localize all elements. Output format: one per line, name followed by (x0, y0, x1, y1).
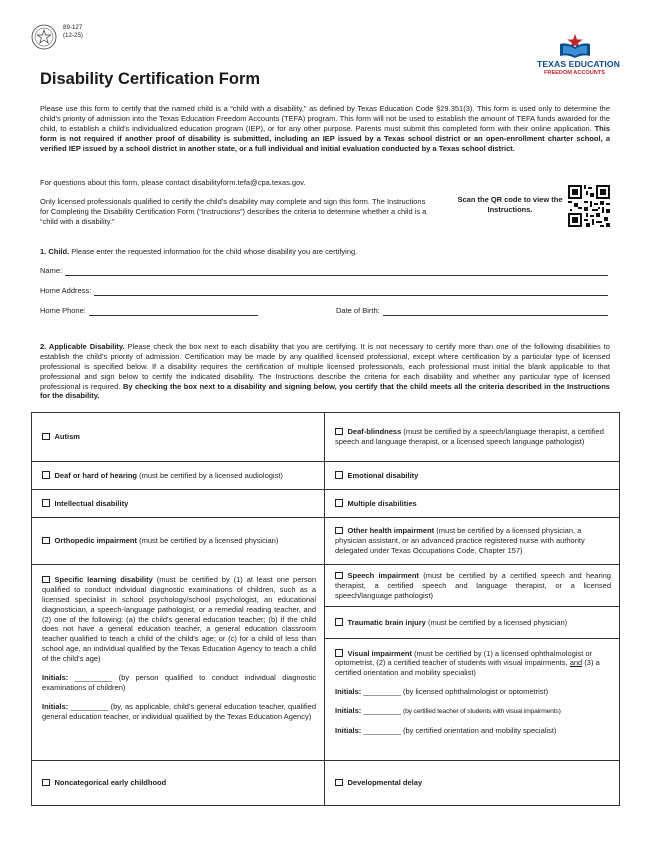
deaf-blindness-note: (must be certified by a speech/language therapist, a certified speech and language therapist, or a licensed speech language pathologist) (335, 427, 604, 446)
intro-paragraph (40, 104, 610, 153)
cell-right-stack (325, 565, 620, 761)
table-row (32, 565, 620, 761)
cell-sld (32, 565, 325, 761)
section-disability-bold-text: By checking the box next to a disability and signing below, you certify that the child meets all the criteria described in the Instructions for the disability. (40, 381, 610, 401)
form-number (63, 24, 83, 40)
speech-note: (must be certified by a certified speech and hearing therapist, a certified speech and language therapist, or a licensed speech/language pathologist) (335, 571, 611, 600)
visual-note-b: (3) a certified orientation and mobility specialist) (335, 658, 600, 678)
comptroller-seal-icon (31, 24, 57, 50)
intellectual-label: Intellectual disability (54, 498, 129, 508)
page-title: Disability Certification Form (40, 70, 261, 88)
form-revision: (12-25) (63, 31, 83, 39)
sld-initials-label-1: Initials: (42, 673, 69, 683)
tbi-checkbox[interactable] (335, 618, 343, 626)
cell-visual (325, 638, 619, 742)
visual-initials-label-2: Initials: (335, 706, 362, 716)
orthopedic-label: Orthopedic impairment (54, 536, 138, 546)
deaf-blindness-label: Deaf-blindness (347, 427, 402, 437)
visual-initials-desc-2: (by certified teacher of students with visual impairments) (403, 708, 561, 716)
nec-label: Noncategorical early childhood (54, 778, 167, 788)
visual-description (335, 649, 611, 679)
phone-label: Home Phone: (40, 306, 86, 315)
address-field-row (40, 286, 608, 296)
deaf-blindness-checkbox[interactable] (335, 428, 343, 436)
table-row (32, 462, 620, 490)
name-label: Name: (40, 266, 63, 275)
tefa-book-star-icon (558, 34, 592, 58)
sld-initials-1 (42, 673, 316, 693)
visual-initials-label-3: Initials: (335, 726, 362, 736)
autism-checkbox[interactable] (42, 433, 50, 441)
logo-line2: FREEDOM ACCOUNTS (543, 70, 605, 77)
disability-table (31, 412, 620, 806)
autism-label: Autism (54, 432, 80, 442)
table-row (32, 761, 620, 806)
section-disability-text: Please check the box next to each disability that you are certifying. It is not necessary to certify more than one of the following disabilities to establish the child’s priority of admission. Certification may be made by any qualified licensed professional, except where certification by a particular type of licensed professional is specified below. If a disability requires the certification of multiple licensed professionals, each professional must initial the blank applicable to that professional and sign below to certify the indicated disability. The Instructions describe the criteria for each disability and whether any particular type of licensed professional is required. (40, 342, 610, 391)
phone-field-row (40, 306, 258, 316)
sld-initials-desc-2: (by, as applicable, child’s general education teacher, qualified general education teacher, or individual qualified by the Texas Education Agency) (42, 701, 316, 721)
name-field[interactable] (65, 267, 608, 276)
speech-label: Speech impairment (347, 571, 419, 580)
orthopedic-checkbox[interactable] (42, 537, 50, 545)
visual-checkbox[interactable] (335, 649, 343, 657)
table-row (32, 518, 620, 565)
cell-emotional (325, 462, 620, 490)
qr-code-icon[interactable] (568, 185, 610, 227)
cell-nec (32, 761, 325, 806)
sld-initials-desc-1: (by person qualified to conduct individual diagnostic examinations of children) (42, 673, 316, 692)
cell-multiple (325, 490, 620, 518)
deaf-hoh-note: (must be certified by a licensed audiologist) (139, 470, 283, 480)
visual-initials-1 (335, 687, 611, 697)
intro-text: Please use this form to certify that the named child is a “child with a disability,” as defined by Texas Education Code §29.351(3). This form is used only to determine the child’s priority of admission into the Texas Education Freedom Accounts (TEFA) program. This form will not be used to establish the amount of TEFA funds awarded for the child, to establish a child’s individualized education program (IEP), or for any other purpose. Parents must submit this completed form with their online application. (40, 104, 610, 133)
visual-initials-desc-3: (by certified orientation and mobility specialist) (403, 726, 557, 736)
multiple-label: Multiple disabilities (347, 498, 417, 508)
visual-note-and: and (569, 658, 583, 668)
visual-initials-2 (335, 706, 611, 717)
visual-initials-field-2[interactable]: _________ (363, 706, 401, 716)
ohi-checkbox[interactable] (335, 527, 343, 535)
orthopedic-note: (must be certified by a licensed physician) (139, 536, 279, 546)
visual-note-a: (must be certified by (1) a licensed ophthalmologist or optometrist, (2) a certified teacher of students with visual impairments, (335, 648, 593, 668)
tbi-note: (must be certified by a licensed physician) (427, 617, 568, 627)
intro-bold-text: This form is not required if another proof of disability is submitted, including an IEP issued by a Texas school district or an open-enrollment charter school, a verified IEP issued by a school district in another state, or a full individual and initial evaluation conducted by a Texas school district. (40, 123, 610, 153)
cell-tbi (325, 606, 619, 638)
sld-note: (must be certified by (1) at least one person qualified to conduct individual diagnostic examinations of children, such as a licensed specialist in school psychology/school psychologist, an educational diagnostician, a speech-language pathologist, or a remedial reading teacher, and (2) one of the following: (a) the child's general education teacher; (b) if the child does not have a general education teacher, a general education classroom teacher qualified to teach a child of the child's age; or (c) for a child of less than school age, an individual qualified by the Texas Education Agency to teach a child of the child's age) (42, 575, 316, 664)
tbi-label: Traumatic brain injury (347, 617, 426, 627)
qr-caption: Scan the QR code to view the Instructions. (457, 195, 563, 214)
section-disability-heading: 2. Applicable Disability. (40, 342, 125, 351)
sld-initials-label-2: Initials: (42, 701, 69, 711)
deaf-hoh-checkbox[interactable] (42, 471, 50, 479)
nec-checkbox[interactable] (42, 779, 50, 787)
ohi-label: Other health impairment (347, 526, 435, 536)
tefa-logo (537, 34, 620, 78)
emotional-checkbox[interactable] (335, 471, 343, 479)
deaf-hoh-label: Deaf or hard of hearing (54, 470, 138, 480)
cell-speech (325, 565, 619, 606)
table-row (32, 490, 620, 518)
table-row (32, 413, 620, 462)
dd-checkbox[interactable] (335, 779, 343, 787)
sld-initials-field-2[interactable]: _________ (70, 701, 109, 711)
section-child-heading: 1. Child. (40, 247, 70, 256)
address-field[interactable] (94, 287, 608, 296)
phone-field[interactable] (89, 307, 258, 316)
cell-intellectual (32, 490, 325, 518)
speech-checkbox[interactable] (335, 572, 343, 580)
logo-line1: TEXAS EDUCATION (537, 59, 620, 69)
licensed-professionals-paragraph: Only licensed professionals qualified to certify the child’s disability may complete and sign this form. The Instructions for Completing the Disability Certification Form (“Instructions”) describes the criteria to determine whether a child is a “child with a disability.” (40, 197, 427, 226)
sld-label: Specific learning disability (54, 575, 153, 584)
cell-deaf-blindness (325, 413, 620, 462)
dd-label: Developmental delay (347, 778, 423, 788)
sld-initials-field-1[interactable]: _________ (74, 673, 113, 683)
intellectual-checkbox[interactable] (42, 499, 50, 507)
sld-description (42, 575, 316, 664)
address-label: Home Address: (40, 286, 92, 295)
section-child-text: Please enter the requested information for the child whose disability you are certifying. (71, 247, 358, 256)
cell-orthopedic (32, 518, 325, 565)
cell-autism (32, 413, 325, 462)
contact-paragraph: For questions about this form, please contact disabilityform.tefa@cpa.texas.gov. (40, 178, 306, 187)
visual-initials-3 (335, 726, 611, 736)
dob-field[interactable] (383, 307, 608, 316)
visual-label: Visual impairment (347, 648, 412, 658)
visual-initials-field-1[interactable]: _________ (363, 687, 401, 697)
name-field-row (40, 266, 608, 276)
dob-label: Date of Birth: (336, 306, 380, 315)
sld-initials-2 (42, 702, 316, 722)
form-number-id: 89-127 (63, 24, 83, 31)
visual-initials-label-1: Initials: (335, 687, 362, 697)
multiple-checkbox[interactable] (335, 499, 343, 507)
cell-ohi (325, 518, 620, 565)
section-disability (40, 342, 610, 401)
section-child (40, 247, 610, 257)
ohi-note: (must be certified by a licensed physician, a physician assistant, or an advanced practice registered nurse with authority delegated under Texas Occupations Code, Chapter 157) (335, 526, 585, 555)
cell-deaf-hoh (32, 462, 325, 490)
cell-dd (325, 761, 620, 806)
visual-initials-desc-1: (by licensed ophthalmologist or optometrist) (403, 687, 549, 697)
dob-field-row (336, 306, 608, 316)
visual-initials-field-3[interactable]: _________ (363, 726, 401, 736)
sld-checkbox[interactable] (42, 576, 50, 584)
emotional-label: Emotional disability (347, 470, 419, 480)
